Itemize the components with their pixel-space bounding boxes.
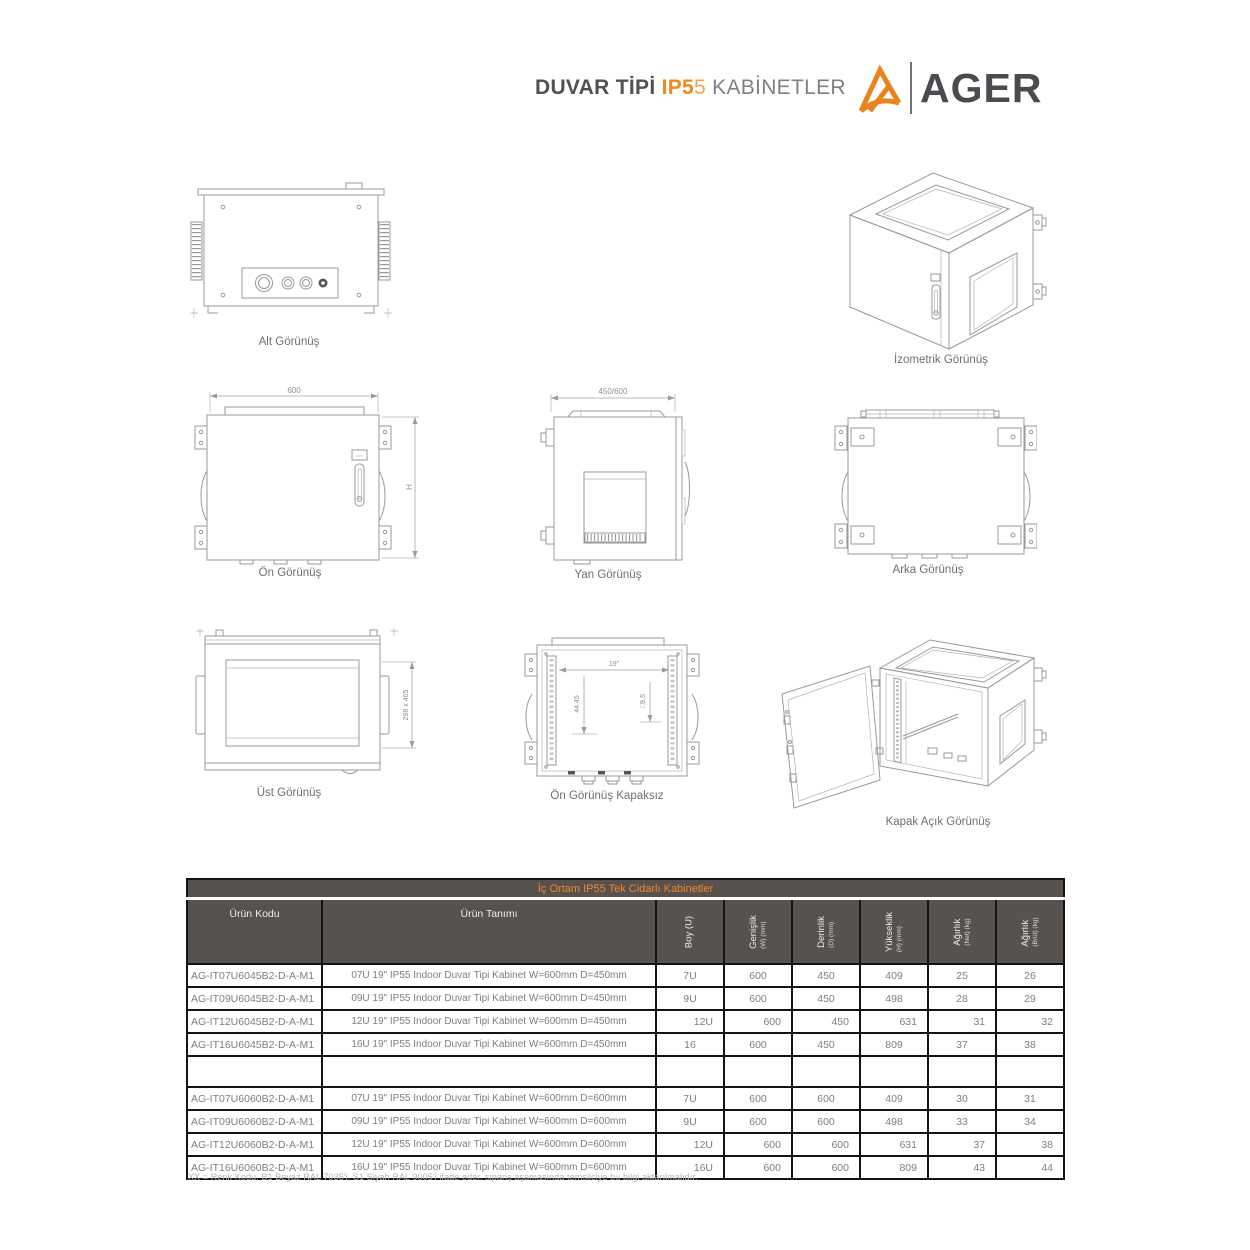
table-row: AG-IT07U6060B2-D-A-M1 07U 19" IP55 Indoor Duvar Tipi Kabinet W=600mm D=600mm 7U 600 600 409 30 31 [187, 1087, 1064, 1110]
table-row: AG-IT16U6045B2-D-A-M1 16U 19" IP55 Indoor Duvar Tipi Kabinet W=600mm D=450mm 16 600 450 809 37 38 [187, 1033, 1064, 1056]
isometric-view-drawing [836, 158, 1051, 353]
front-height-dimension: H [405, 484, 414, 490]
front-open-view-label: Ön Görünüş Kapaksız [550, 790, 664, 802]
side-view-drawing [524, 386, 724, 566]
table-header-row [187, 899, 1064, 965]
col-header-boy: Boy (U) [656, 899, 724, 965]
hole-dimension: □9,5 [640, 694, 647, 708]
title-part-kabinetler: KABİNETLER [712, 76, 846, 99]
color-code-footnote: XX = Renk Kodu, B1 Beyaz RAL 7035'i, S1 Siyah RAL 9005'i ifade eder, sipariş aşamasında temsilciye bu bilgi aktarılmalıdır. [188, 1172, 698, 1182]
brand-logo [856, 60, 1042, 116]
back-view-label: Arka Görünüş [892, 564, 964, 576]
front-view-drawing [182, 386, 427, 566]
front-view-label: Ön Görünüş [258, 567, 322, 579]
col-header-derinlik: Derinlik (D) (mm) [792, 899, 860, 965]
door-open-view-label: Kapak Açık Görünüş [885, 816, 991, 828]
ager-logo-icon [856, 62, 904, 114]
isometric-view-label: İzometrik Görünüş [894, 354, 988, 366]
title-part-5: 5 [694, 76, 706, 99]
front-open-view-drawing [502, 624, 717, 794]
top-view-label: Üst Görünüş [256, 787, 322, 799]
table-row: AG-IT16U6060B2-D-A-M1 16U 19" IP55 Indoor Duvar Tipi Kabinet W=600mm D=600mm 16U 600 600 809 43 44 [187, 1156, 1064, 1179]
col-header-urun-tanimi: Ürün Tanımı [322, 899, 656, 965]
u-pitch-dimension: 44,45 [574, 695, 581, 713]
table-row: AG-IT12U6045B2-D-A-M1 12U 19" IP55 Indoor Duvar Tipi Kabinet W=600mm D=450mm 12U 600 450 631 31 32 [187, 1010, 1064, 1033]
top-view-drawing [182, 622, 432, 782]
bottom-view-drawing [178, 176, 403, 326]
side-depth-dimension: 450/600 [598, 387, 628, 396]
title-part-ip5: IP5 [661, 76, 695, 99]
table-row: AG-IT12U6060B2-D-A-M1 12U 19" IP55 Indoor Duvar Tipi Kabinet W=600mm D=600mm 12U 600 600 631 37 38 [187, 1133, 1064, 1156]
table-row: AG-IT09U6045B2-D-A-M1 09U 19" IP55 Indoor Duvar Tipi Kabinet W=600mm D=450mm 9U 600 450 498 28 29 [187, 987, 1064, 1010]
bottom-view-label: Alt Görünüş [258, 336, 320, 348]
col-header-yukseklik: Yükseklik (H) (mm) [860, 899, 928, 965]
door-open-view-drawing [772, 628, 1072, 813]
col-header-genislik: Genişlik (W) (mm) [724, 899, 792, 965]
back-view-drawing [822, 392, 1037, 567]
col-header-agirlik-net: Ağırlık (Net) (kg) [928, 899, 996, 965]
logo-divider [910, 62, 912, 114]
side-view-label: Yan Görünüş [574, 569, 642, 581]
brand-name: AGER [920, 65, 1043, 111]
table-row: AG-IT07U6045B2-D-A-M1 07U 19" IP55 Indoor Duvar Tipi Kabinet W=600mm D=450mm 7U 600 450 409 25 26 [187, 964, 1064, 987]
table-row: AG-IT09U6060B2-D-A-M1 09U 19" IP55 Indoor Duvar Tipi Kabinet W=600mm D=600mm 9U 600 600 498 33 34 [187, 1110, 1064, 1133]
table-row-empty [187, 1056, 1064, 1087]
page-title [535, 76, 846, 100]
col-header-urun-kodu: Ürün Kodu [187, 899, 322, 965]
spec-table [186, 878, 1065, 1180]
front-width-dimension: 600 [287, 386, 301, 395]
rack-width-dimension: 19" [608, 661, 620, 668]
top-dimension: 298 x 465 [403, 689, 410, 721]
table-title-row [187, 879, 1064, 899]
table-title: İç Ortam IP55 Tek Cidarlı Kabinetler [187, 879, 1064, 899]
title-part-duvar-tipi: DUVAR TİPİ [535, 76, 656, 99]
col-header-agirlik-brut: Ağırlık (Brüt) (kg) [996, 899, 1064, 965]
